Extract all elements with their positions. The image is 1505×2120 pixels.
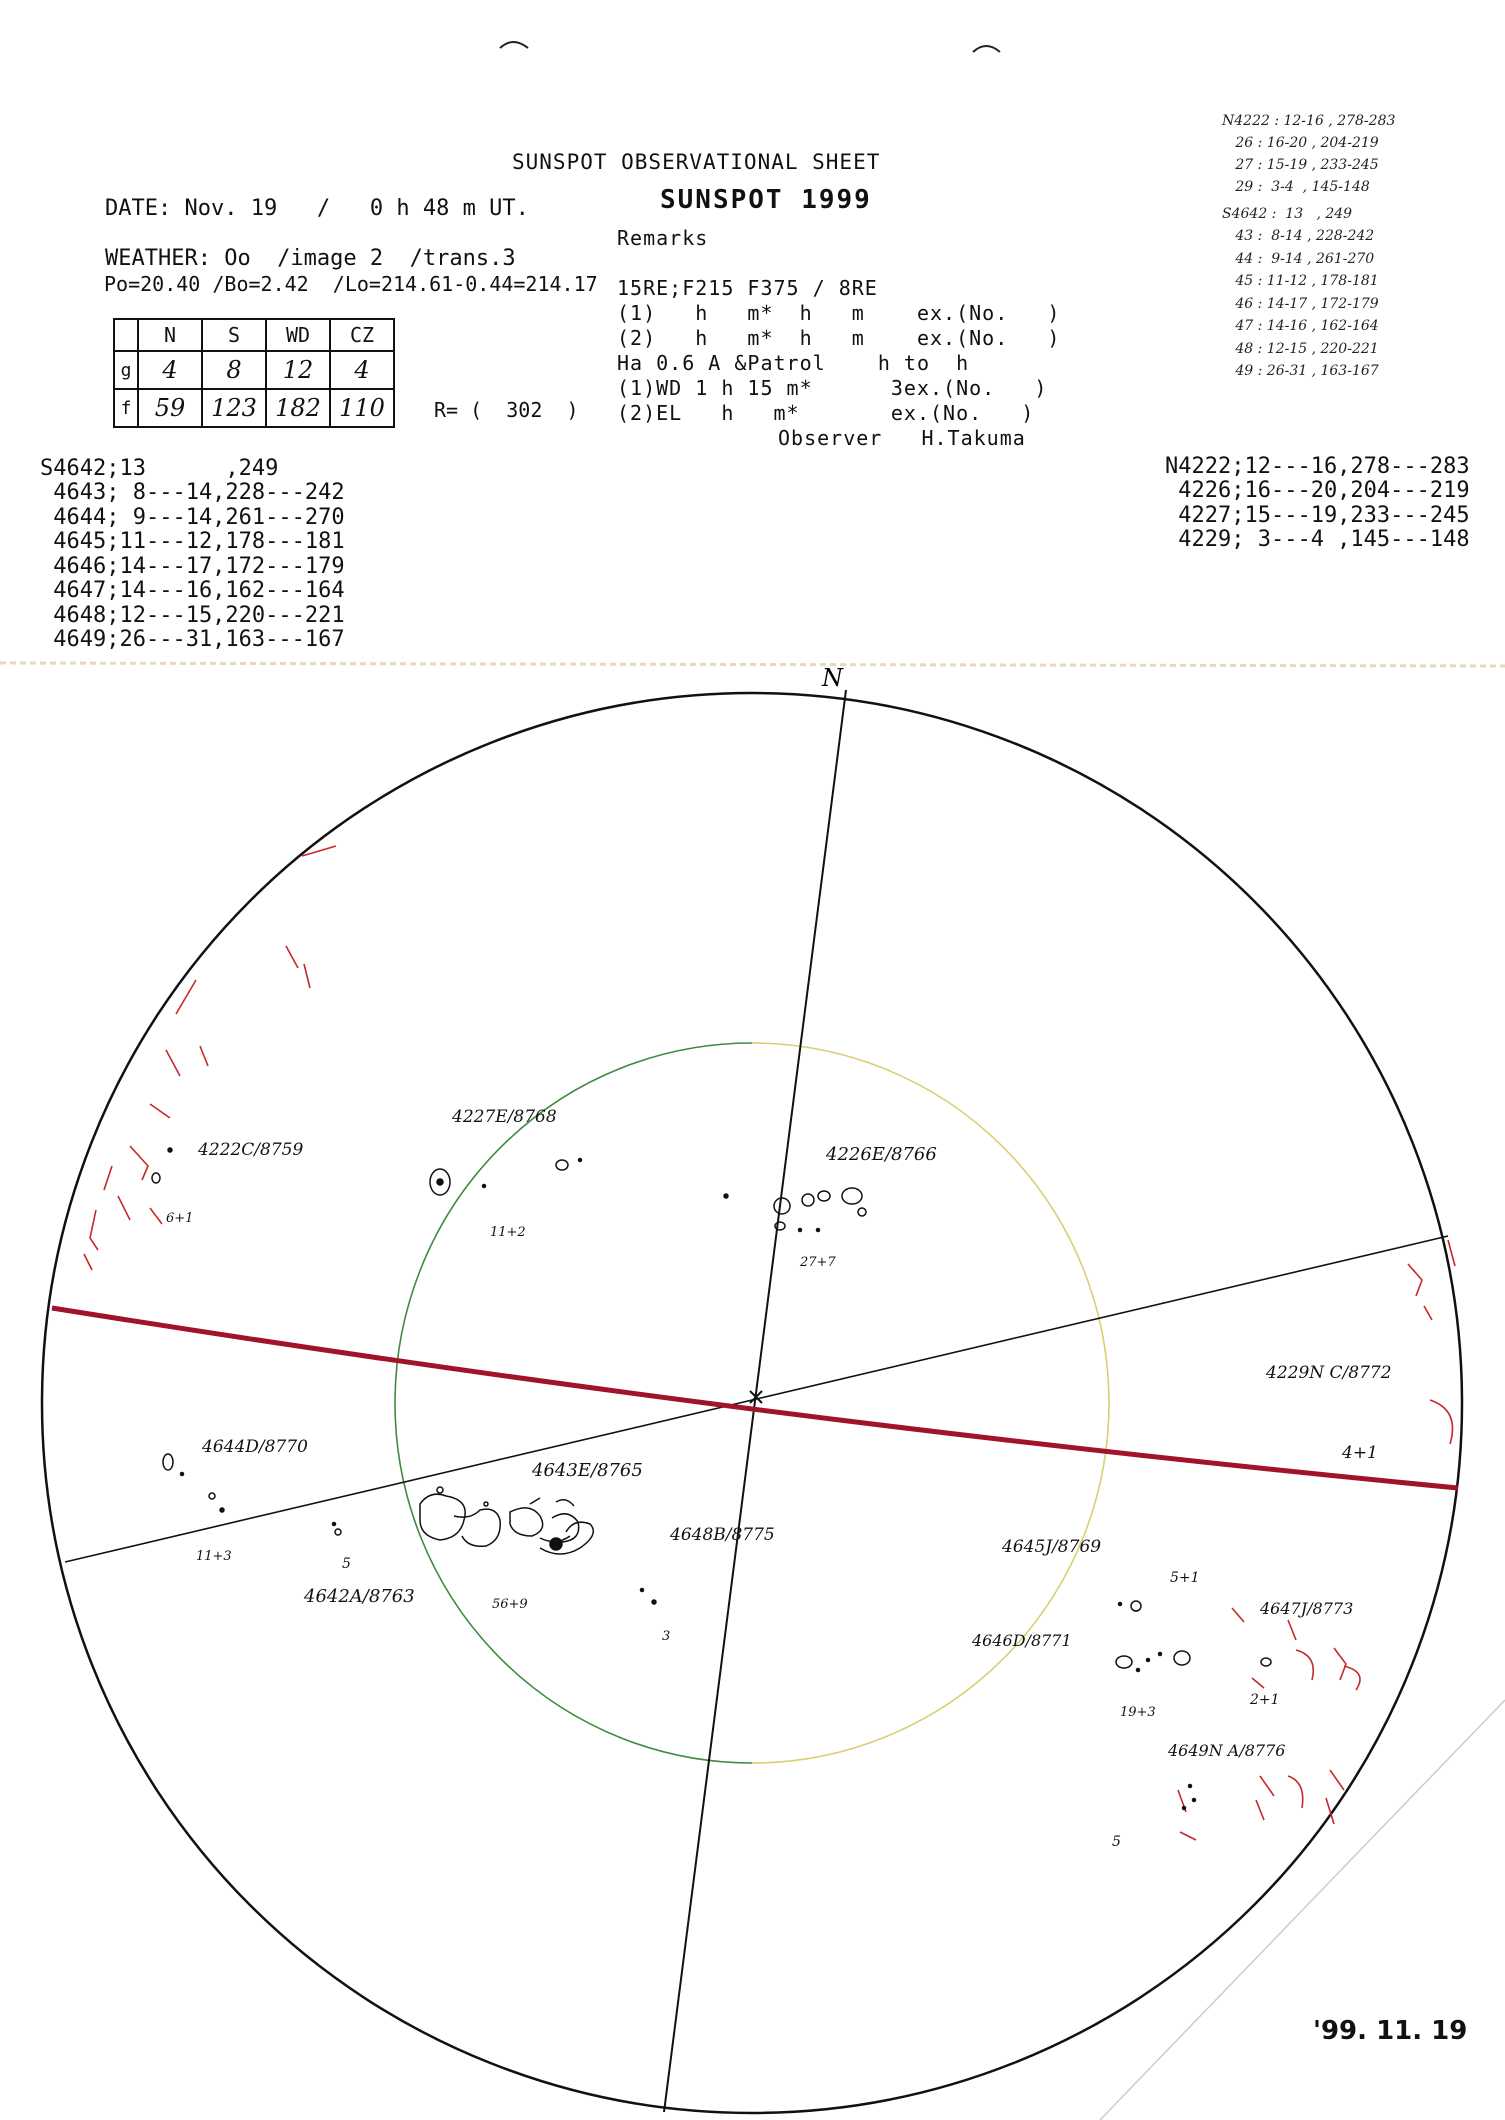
count-4643: 56+9 — [492, 1597, 528, 1612]
note-line: N4222 : 12-16 , 278-283 — [1222, 113, 1396, 129]
remarks-line: Ha 0.6 A &Patrol h to h — [617, 351, 970, 375]
count-4646: 19+3 — [1120, 1705, 1156, 1720]
label-4646: 4646D/8771 — [972, 1631, 1072, 1650]
date-line: DATE: Nov. 19 / 0 h 48 m UT. — [105, 196, 529, 221]
label-4643: 4643E/8765 — [532, 1460, 643, 1481]
list-item: 4649;26---31,163---167 — [40, 627, 345, 652]
header-wd: WD — [266, 319, 330, 351]
list-item: 4645;11---12,178---181 — [40, 529, 345, 554]
note-line: 48 : 12-15 , 220-221 — [1222, 340, 1379, 357]
label-4644: 4644D/8770 — [202, 1437, 308, 1457]
count-4648: 3 — [662, 1629, 671, 1644]
list-item: 4226;16---20,204---219 — [1165, 478, 1470, 503]
label-4222: 4222C/8759 — [198, 1140, 304, 1160]
observer-name: Observer H.Takuma — [778, 426, 1026, 450]
label-4229: 4229N C/8772 — [1266, 1363, 1392, 1383]
label-4647: 4647J/8773 — [1260, 1599, 1354, 1618]
note-line: 29 : 3-4 , 145-148 — [1222, 179, 1370, 195]
header-s: S — [202, 319, 266, 351]
cell-f-cz: 110 — [330, 389, 394, 427]
list-item: N4222;12---16,278---283 — [1165, 453, 1470, 479]
header-cz: CZ — [330, 319, 394, 351]
note-line: 49 : 26-31 , 163-167 — [1222, 363, 1379, 379]
note-line: 45 : 11-12 , 178-181 — [1222, 273, 1379, 289]
label-4648: 4648B/8775 — [670, 1525, 775, 1545]
count-4229: 4+1 — [1342, 1443, 1378, 1463]
list-item: 4647;14---16,162---164 — [40, 578, 345, 603]
count-4647: 2+1 — [1250, 1692, 1280, 1708]
remarks-line: 15RE;F215 F375 / 8RE — [617, 276, 878, 300]
weather-line: WEATHER: Oo /image 2 /trans.3 — [105, 246, 516, 271]
list-item: S4642;13 ,249 — [40, 455, 279, 481]
note-line: 43 : 8-14 , 228-242 — [1222, 228, 1375, 244]
north-mark: N — [822, 664, 843, 692]
list-item: 4648;12---15,220---221 — [40, 602, 345, 628]
r-value: R= ( 302 ) — [434, 398, 579, 422]
row-label-f: f — [114, 389, 138, 427]
note-line: 26 : 16-20 , 204-219 — [1222, 135, 1379, 151]
cell-f-n: 59 — [138, 389, 202, 427]
note-line: 44 : 9-14 , 261-270 — [1222, 250, 1375, 267]
count-4649: 5 — [1112, 1834, 1121, 1850]
cell-g-s: 8 — [202, 351, 266, 389]
scan-edge-line — [1100, 1700, 1505, 2120]
header-n: N — [138, 319, 202, 351]
date-stamp: '99. 11. 19 — [1313, 2016, 1468, 2046]
sheet-subtitle: SUNSPOT 1999 — [660, 185, 872, 215]
count-4226: 27+7 — [800, 1255, 836, 1270]
cell-f-wd: 182 — [266, 389, 330, 427]
note-line: S4642 : 13 , 249 — [1222, 205, 1353, 222]
list-item: 4644; 9---14,261---270 — [40, 504, 345, 530]
note-line: 27 : 15-19 , 233-245 — [1222, 157, 1379, 173]
count-4644: 11+3 — [196, 1549, 232, 1564]
list-item: 4646;14---17,172---179 — [40, 553, 345, 579]
count-4227: 11+2 — [490, 1225, 526, 1240]
binder-mark — [973, 46, 1000, 52]
count-4645: 5+1 — [1170, 1570, 1200, 1586]
east-west-line — [65, 1236, 1448, 1562]
label-4227: 4227E/8768 — [452, 1107, 557, 1127]
paper-edge — [0, 663, 1505, 666]
sunspot-sketches — [152, 1148, 1271, 1810]
label-4645: 4645J/8769 — [1002, 1537, 1102, 1557]
count-4222: 6+1 — [166, 1211, 194, 1226]
row-label-g: g — [114, 351, 138, 389]
cell-g-cz: 4 — [330, 351, 394, 389]
note-line: 47 : 14-16 , 162-164 — [1222, 318, 1379, 334]
remarks-line: (2) h m* h m ex.(No. ) — [617, 326, 1061, 350]
left-limb-faculae — [84, 846, 336, 1270]
note-line: 46 : 14-17 , 172-179 — [1222, 295, 1379, 312]
cell-g-n: 4 — [138, 351, 202, 389]
label-4649: 4649N A/8776 — [1168, 1741, 1286, 1760]
list-item: 4229; 3---4 ,145---148 — [1165, 527, 1470, 552]
cell-g-wd: 12 — [266, 351, 330, 389]
label-4642: 4642A/8763 — [304, 1586, 415, 1607]
orientation-line: Po=20.40 /Bo=2.42 /Lo=214.61-0.44=214.17 — [104, 272, 598, 296]
list-item: 4643; 8---14,228---242 — [40, 480, 345, 505]
remarks-line: (1) h m* h m ex.(No. ) — [617, 301, 1061, 325]
solar-disk-outline — [42, 693, 1462, 2113]
remarks-line: (2)EL h m* ex.(No. ) — [617, 401, 1035, 425]
remarks-line: (1)WD 1 h 15 m* 3ex.(No. ) — [617, 376, 1048, 400]
label-4226: 4226E/8766 — [826, 1144, 937, 1165]
binder-mark — [500, 42, 528, 48]
count-4642: 5 — [342, 1556, 351, 1572]
remarks-title: Remarks — [617, 226, 709, 250]
sheet-title: SUNSPOT OBSERVATIONAL SHEET — [512, 150, 881, 174]
cell-f-s: 123 — [202, 389, 266, 427]
list-item: 4227;15---19,233---245 — [1165, 502, 1470, 528]
